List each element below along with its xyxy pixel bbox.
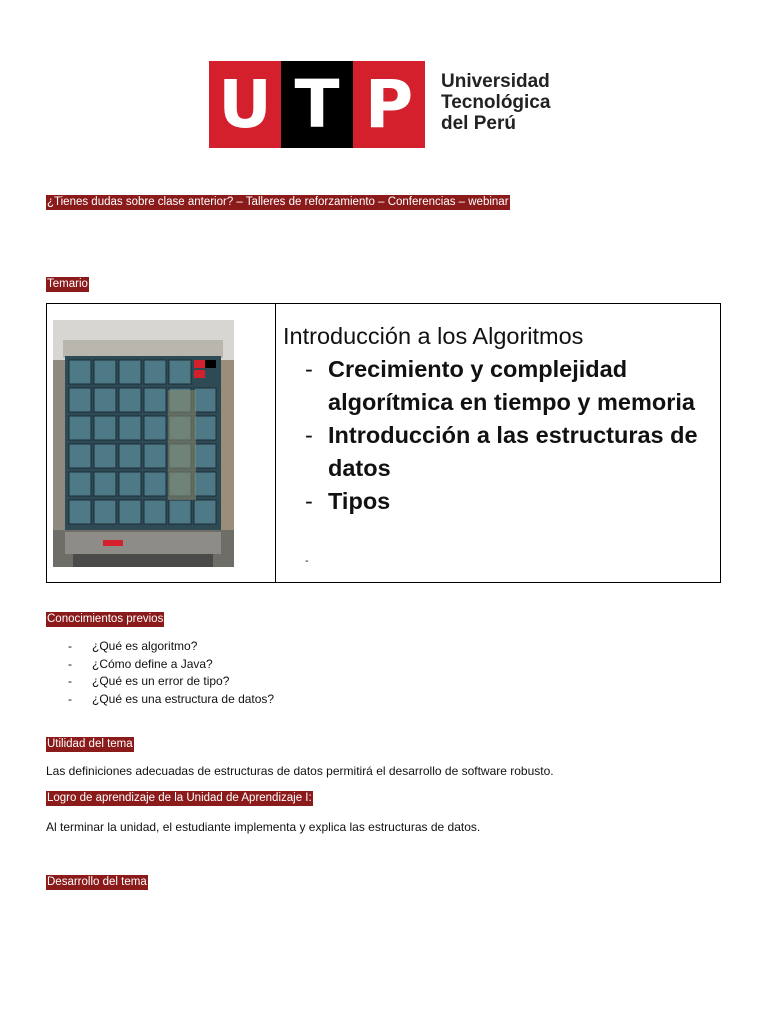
list-dash: - bbox=[305, 422, 313, 448]
temario-label: Temario bbox=[47, 278, 88, 290]
logo-letter-p: P bbox=[353, 61, 425, 148]
logo-name-line-1: Universidad bbox=[441, 71, 550, 92]
desarrollo-label: Desarrollo del tema bbox=[47, 876, 147, 888]
list-item-text: ¿Qué es algoritmo? bbox=[92, 639, 198, 653]
logo-name-line-2: Tecnológica bbox=[441, 92, 551, 113]
list-item bbox=[68, 673, 468, 691]
temario-table bbox=[46, 303, 721, 583]
empty-list-dash: - bbox=[305, 555, 309, 567]
utilidad-label: Utilidad del tema bbox=[47, 738, 133, 750]
list-dash: - bbox=[305, 488, 313, 514]
list-item bbox=[68, 691, 468, 709]
list-dash: - bbox=[68, 674, 72, 688]
utilidad-text: Las definiciones adecuadas de estructuras de datos permitirá el desarrollo de software robusto. bbox=[46, 764, 554, 778]
list-item bbox=[68, 638, 468, 656]
logro-label: Logro de aprendizaje de la Unidad de Aprendizaje I: bbox=[47, 792, 312, 804]
temario-topic-list bbox=[283, 353, 721, 518]
dudas-banner: ¿Tienes dudas sobre clase anterior? – Talleres de reforzamiento – Conferencias – webinar bbox=[47, 196, 509, 208]
list-item-text: ¿Cómo define a Java? bbox=[92, 656, 213, 671]
list-dash: - bbox=[68, 656, 72, 671]
logo-letter-t: T bbox=[281, 61, 353, 148]
list-dash: - bbox=[68, 639, 72, 653]
conocimientos-list bbox=[68, 638, 468, 708]
list-dash: - bbox=[305, 356, 313, 382]
list-item-text: ¿Qué es una estructura de datos? bbox=[92, 691, 275, 706]
temario-content bbox=[283, 320, 721, 567]
logo-university-name bbox=[441, 71, 561, 134]
logo-name-line-3: del Perú bbox=[441, 113, 516, 134]
conocimientos-label: Conocimientos previos bbox=[47, 613, 164, 625]
temario-topic-text: Tipos bbox=[328, 488, 391, 514]
temario-topic bbox=[283, 485, 721, 518]
temario-divider bbox=[275, 304, 276, 582]
temario-topic-text: Introducción a las estructuras de datos bbox=[328, 422, 698, 481]
temario-topic bbox=[283, 419, 721, 485]
temario-topic bbox=[283, 353, 721, 419]
temario-title: Introducción a los Algoritmos bbox=[283, 323, 584, 349]
temario-topic-text: Crecimiento y complejidad algorítmica en tiempo y memoria bbox=[328, 356, 695, 415]
list-dash: - bbox=[68, 691, 72, 706]
logo-letter-u: U bbox=[209, 61, 281, 148]
utp-logo bbox=[209, 61, 549, 148]
logro-text: Al terminar la unidad, el estudiante implementa y explica las estructuras de datos. bbox=[46, 820, 481, 834]
list-item bbox=[68, 656, 468, 674]
university-building-image bbox=[53, 320, 234, 567]
list-item-text: ¿Qué es un error de tipo? bbox=[92, 674, 230, 688]
